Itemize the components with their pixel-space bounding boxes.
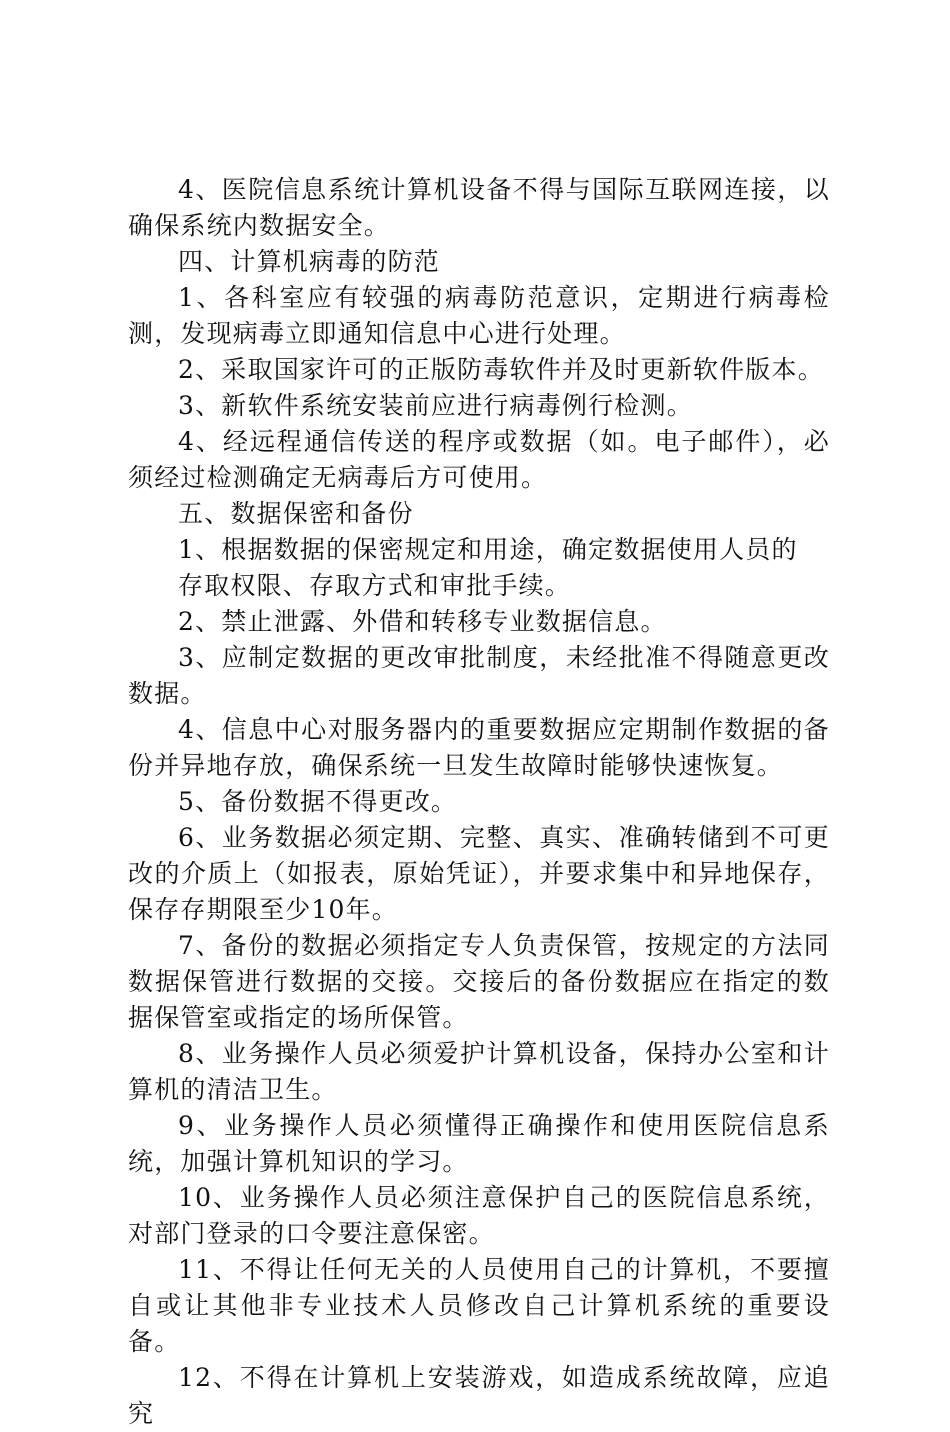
section-heading-4: 四、计算机病毒的防范: [178, 247, 441, 276]
paragraph-10: 5、备份数据不得更改。: [178, 787, 458, 816]
paragraph-14: 9、业务操作人员必须懂得正确操作和使用医院信息系统，加强计算机知识的学习。: [128, 1111, 830, 1176]
paragraph-17: 12、不得在计算机上安装游戏，如造成系统故障，应追究: [128, 1363, 830, 1428]
paragraph-4: 3、新软件系统安装前应进行病毒例行检测。: [178, 391, 693, 420]
paragraph-2: 1、各科室应有较强的病毒防范意识，定期进行病毒检测，发现病毒立即通知信息中心进行处理。: [128, 283, 830, 348]
section-heading-5: 五、数据保密和备份: [178, 499, 414, 528]
paragraph-9: 4、信息中心对服务器内的重要数据应定期制作数据的备份并异地存放，确保系统一旦发生故障时能够快速恢复。: [128, 715, 830, 780]
document-body: [128, 172, 830, 1432]
paragraph-11: 6、业务数据必须定期、完整、真实、准确转储到不可更改的介质上（如报表，原始凭证），并要求集中和异地保存，保存存期限至少10年。: [128, 823, 830, 924]
paragraph-3: 2、采取国家许可的正版防毒软件并及时更新软件版本。: [178, 355, 824, 384]
paragraph-12: 7、备份的数据必须指定专人负责保管，按规定的方法同数据保管进行数据的交接。交接后的备份数据应在指定的数据保管室或指定的场所保管。: [128, 931, 830, 1032]
paragraph-16: 11、不得让任何无关的人员使用自己的计算机，不要擅自或让其他非专业技术人员修改自己计算机系统的重要设备。: [128, 1255, 830, 1356]
paragraph-7: 2、禁止泄露、外借和转移专业数据信息。: [178, 607, 667, 636]
paragraph-6: 1、根据数据的保密规定和用途，确定数据使用人员的: [178, 535, 798, 564]
paragraph-15: 10、业务操作人员必须注意保护自己的医院信息系统，对部门登录的口令要注意保密。: [128, 1183, 830, 1248]
paragraph-5: 4、经远程通信传送的程序或数据（如。电子邮件），必须经过检测确定无病毒后方可使用。: [128, 427, 830, 492]
paragraph-1: 4、医院信息系统计算机设备不得与国际互联网连接，以确保系统内数据安全。: [128, 175, 830, 240]
paragraph-6-continuation: 存取权限、存取方式和审批手续。: [178, 571, 572, 600]
paragraph-8: 3、应制定数据的更改审批制度，未经批准不得随意更改数据。: [128, 643, 830, 708]
paragraph-13: 8、业务操作人员必须爱护计算机设备，保持办公室和计算机的清洁卫生。: [128, 1039, 830, 1104]
